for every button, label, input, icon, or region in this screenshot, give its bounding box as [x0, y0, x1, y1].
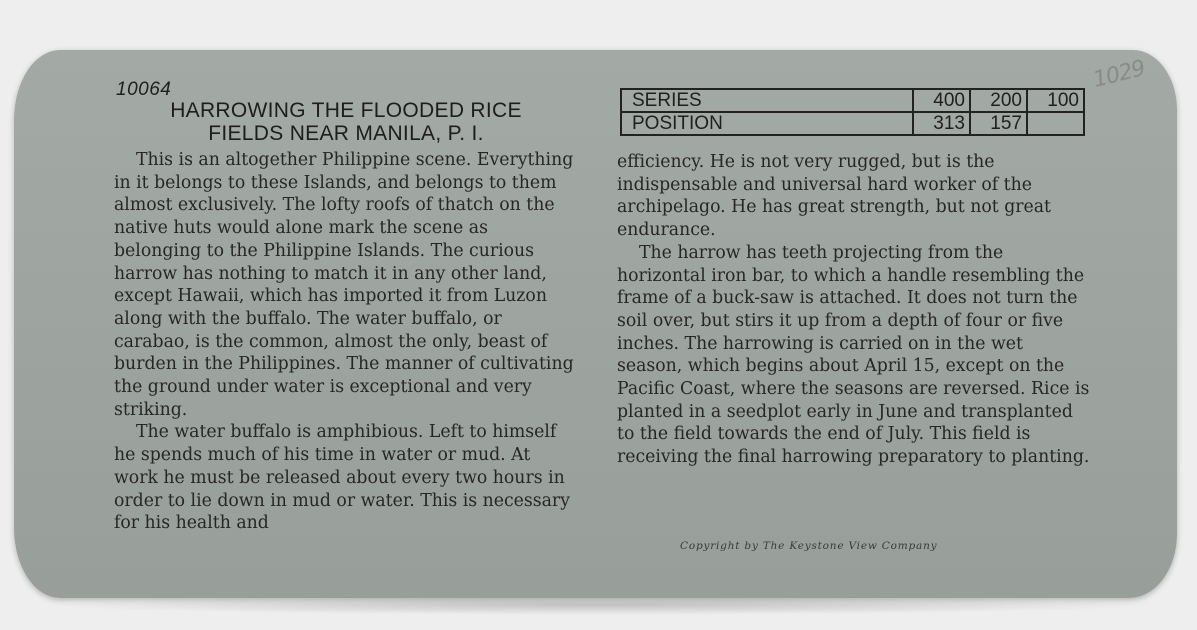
series-value-400: 400 — [913, 89, 970, 112]
title-line-2: FIELDS NEAR MANILA, P. I. — [208, 122, 484, 145]
card-shadow — [40, 595, 1160, 615]
left-text-column — [114, 149, 576, 535]
card-number: 10064 — [116, 79, 172, 100]
table-row-series — [621, 89, 1084, 112]
right-text-column — [617, 151, 1093, 469]
series-value-200: 200 — [970, 89, 1027, 112]
body-paragraph: The water buffalo is amphibious. Left to himself he spends much of his time in water or mud. At work he must be released about every two hours in order to lie down in mud or water. This is necessary for his health and — [114, 422, 570, 534]
body-paragraph: The harrow has teeth projecting from the horizontal iron bar, to which a handle resembling the frame of a buck-saw is attached. It does not turn the soil over, but stirs it up from a depth of four or five inches. The harrowing is carried on in the wet season, which begins about April 15, except on the Pacific Coast, where the seasons are reversed. Rice is planted in a seedplot early in June and transplanted to the field towards the end of July. This field is receiving the final harrowing preparatory to planting. — [617, 242, 1090, 468]
series-position-table — [620, 88, 1085, 136]
pencil-mark: 1029 — [1090, 56, 1148, 93]
table-row-position — [621, 112, 1084, 135]
body-paragraph: This is an altogether Philippine scene. Everything in it belongs to these Islands, and belongs to them almost exclusively. The lofty roofs of thatch on the native huts would alone mark the scene as belonging to the Philippine Islands. The curious harrow has nothing to match it in any other land, except Hawaii, which has imported it from Luzon along with the buffalo. The water buffalo, or carabao, is the common, almost the only, beast of burden in the Philippines. The manner of cultivating the ground under water is exceptional and very striking. — [114, 150, 574, 420]
position-value-100 — [1027, 112, 1084, 135]
position-label: POSITION — [621, 112, 913, 135]
position-value-200: 157 — [970, 112, 1027, 135]
copyright-notice: Copyright by The Keystone View Company — [680, 540, 938, 552]
title-line-1: HARROWING THE FLOODED RICE — [170, 99, 522, 122]
position-value-400: 313 — [913, 112, 970, 135]
card-title — [112, 99, 580, 145]
series-label: SERIES — [621, 89, 913, 112]
series-value-100: 100 — [1027, 89, 1084, 112]
body-paragraph-continued: efficiency. He is not very rugged, but is the indispensable and universal hard worker of the archipelago. He has great strength, but not great endurance. — [617, 152, 1051, 241]
